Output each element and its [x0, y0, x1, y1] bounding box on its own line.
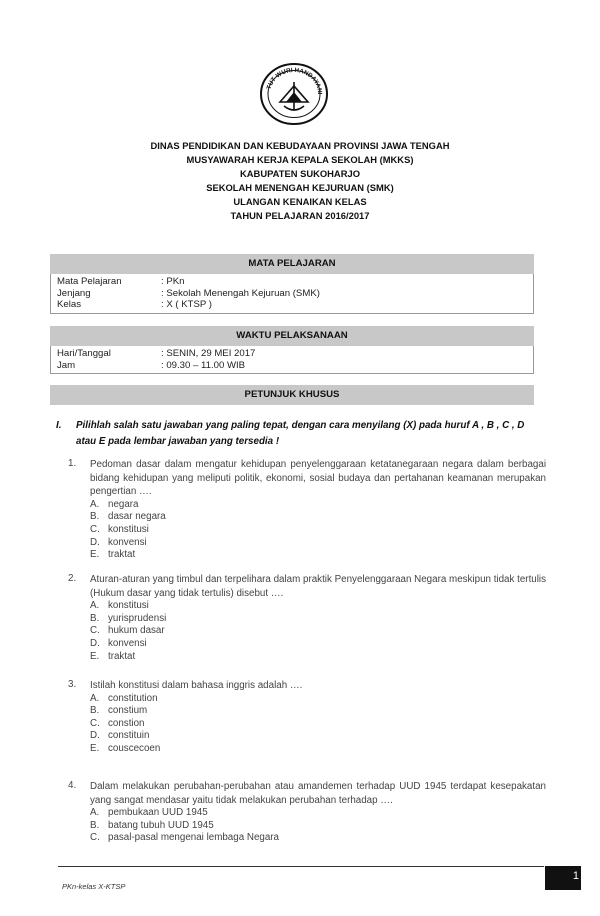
options-list: [90, 499, 546, 562]
option-letter: A.: [90, 600, 100, 612]
info-label: Kelas: [57, 299, 81, 311]
option: [90, 499, 546, 512]
option: [90, 511, 546, 524]
option: [90, 625, 546, 638]
option-text: pasal-pasal mengenai lembaga Negara: [108, 832, 280, 844]
info-row: [57, 276, 527, 288]
option-letter: D.: [90, 637, 100, 649]
option: [90, 613, 546, 626]
option: [90, 820, 546, 833]
option: [90, 638, 546, 651]
option-letter: B.: [90, 819, 100, 831]
option-letter: C.: [90, 832, 100, 844]
info-row: [57, 360, 527, 372]
question: [68, 679, 546, 756]
info-label: Jenjang: [57, 287, 91, 299]
option-text: konvensi: [108, 536, 147, 548]
info-row: [57, 299, 527, 311]
options-list: [90, 807, 546, 845]
option-text: hukum dasar: [108, 625, 165, 637]
option: [90, 651, 546, 664]
option-letter: E.: [90, 742, 100, 754]
option-text: constion: [108, 717, 145, 729]
option: [90, 693, 546, 706]
option-text: constium: [108, 705, 148, 717]
page-number: 1: [545, 866, 581, 890]
option-letter: C.: [90, 625, 100, 637]
options-list: [90, 693, 546, 756]
option-text: yurisprudensi: [108, 612, 167, 624]
info-label: Hari/Tanggal: [57, 348, 111, 359]
header-line: TAHUN PELAJARAN 2016/2017: [230, 210, 370, 221]
option-text: traktat: [108, 549, 136, 561]
option-text: konstitusi: [108, 600, 149, 612]
option-letter: A.: [90, 498, 100, 510]
option-letter: C.: [90, 523, 100, 535]
question: [68, 780, 546, 845]
header-line: SEKOLAH MENENGAH KEJURUAN (SMK): [206, 182, 394, 193]
question-text: Pedoman dasar dalam mengatur kehidupan penyelenggaraan ketatanegaraan negara dalam berbagai bidang kehidupan yang meliputi politik, ekonomi, sosial budaya dan pertahanan keamanan merupakan pengertian ….: [90, 459, 546, 498]
info-row: [57, 348, 527, 360]
info-value: : 09.30 – 11.00 WIB: [161, 359, 246, 371]
option-text: konvensi: [108, 637, 147, 649]
option-text: dasar negara: [108, 511, 166, 523]
question-text: Istilah konstitusi dalam bahasa inggris adalah ….: [90, 680, 303, 691]
question-number: 2.: [68, 573, 77, 584]
header-line: KABUPATEN SUKOHARJO: [240, 168, 360, 179]
option-letter: A.: [90, 807, 100, 819]
section-petunjuk-khusus: PETUNJUK KHUSUS: [50, 385, 534, 405]
info-value: : SENIN, 29 MEI 2017: [161, 348, 256, 359]
option-text: constituin: [108, 730, 150, 742]
option: [90, 807, 546, 820]
option-letter: A.: [90, 692, 100, 704]
question: [68, 573, 546, 663]
option: [90, 832, 546, 845]
question-text: Aturan-aturan yang timbul dan terpelihara dalam praktik Penyelenggaraan Negara meskipun tidak tertulis (Hukum dasar yang tidak tertulis) disebut ….: [90, 574, 546, 599]
option-letter: D.: [90, 730, 100, 742]
logo-text: TUT WURI HANDAYANI: [265, 66, 324, 95]
option-text: couscecoen: [108, 742, 161, 754]
option-letter: C.: [90, 717, 100, 729]
footer-label: PKn-kelas X-KTSP: [62, 882, 126, 891]
option-text: batang tubuh UUD 1945: [108, 819, 214, 831]
options-list: [90, 600, 546, 663]
option: [90, 730, 546, 743]
instruction-text: Pilihlah salah satu jawaban yang paling tepat, dengan cara menyilang (X) pada huruf A , B , C , D atau E pada lembar jawaban yang tersedia !: [76, 420, 525, 447]
instruction: [54, 418, 544, 450]
question-number: 3.: [68, 679, 77, 690]
header-line: ULANGAN KENAIKAN KELAS: [233, 196, 367, 207]
section-waktu-pelaksanaan: WAKTU PELAKSANAAN: [50, 326, 534, 346]
header-line: DINAS PENDIDIKAN DAN KEBUDAYAAN PROVINSI JAWA TENGAH: [150, 140, 450, 151]
option: [90, 537, 546, 550]
instruction-number: I.: [56, 420, 62, 431]
option-letter: B.: [90, 511, 100, 523]
question: [68, 458, 546, 562]
info-row: [57, 288, 527, 300]
question-number: 4.: [68, 780, 77, 791]
question-text: Dalam melakukan perubahan-perubahan atau amandemen terhadap UUD 1945 terdapat kesepakatan yang sangat mendasar yaitu tidak melakukan perubahan terhadap ….: [90, 781, 546, 806]
option-text: konstitusi: [108, 523, 149, 535]
option-letter: D.: [90, 536, 100, 548]
option-text: negara: [108, 498, 139, 510]
header-line: MUSYAWARAH KERJA KEPALA SEKOLAH (MKKS): [186, 154, 414, 165]
option-letter: E.: [90, 650, 100, 662]
info-value: : X ( KTSP ): [161, 299, 212, 311]
footer-divider: [58, 866, 544, 867]
option: [90, 524, 546, 537]
option-text: constitution: [108, 692, 158, 704]
option-letter: E.: [90, 549, 100, 561]
mata-pelajaran-box: [50, 274, 534, 314]
option-letter: B.: [90, 705, 100, 717]
waktu-box: [50, 346, 534, 374]
info-value: : PKn: [161, 276, 185, 287]
info-value: : Sekolah Menengah Kejuruan (SMK): [161, 287, 320, 299]
option: [90, 600, 546, 613]
question-number: 1.: [68, 458, 77, 469]
option-text: traktat: [108, 650, 136, 662]
option: [90, 549, 546, 562]
section-mata-pelajaran: MATA PELAJARAN: [50, 254, 534, 274]
info-label: Mata Pelajaran: [57, 276, 122, 287]
option: [90, 718, 546, 731]
tut-wuri-handayani-logo: [258, 62, 330, 126]
document-header: [0, 139, 600, 223]
info-label: Jam: [57, 359, 76, 371]
option-letter: B.: [90, 612, 100, 624]
option: [90, 743, 546, 756]
option: [90, 705, 546, 718]
option-text: pembukaan UUD 1945: [108, 807, 208, 819]
